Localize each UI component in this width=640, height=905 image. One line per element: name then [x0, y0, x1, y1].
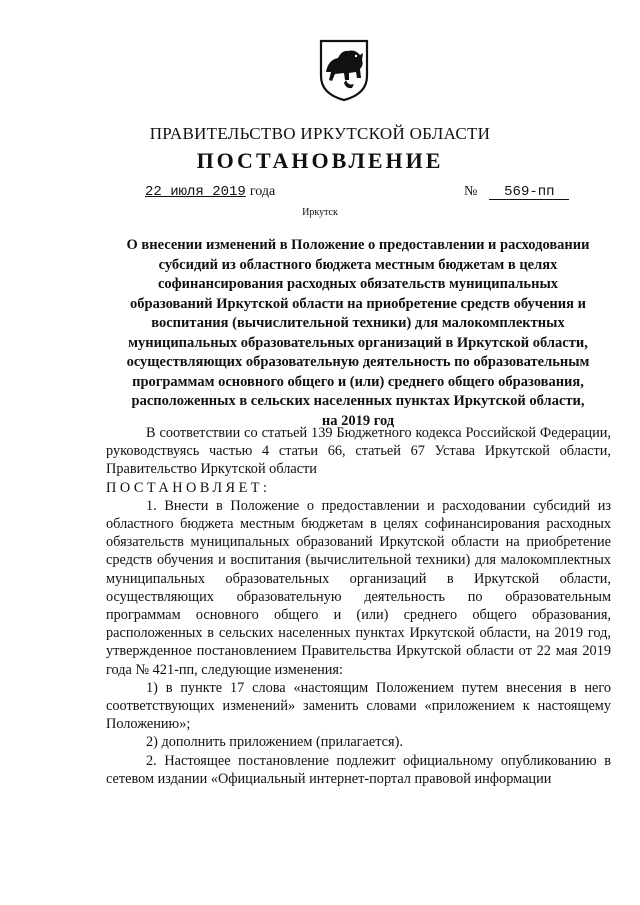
number-line — [464, 184, 569, 200]
irkutsk-emblem-icon — [318, 38, 370, 102]
item-1-paragraph: 1. Внести в Положение о предоставлении и расходовании субсидий из областного бюджета местным бюджетам в целях софинансирования расходных обязательств муниципальных образований Иркутской области на приобретение средств обучения и воспитания (вычислительной техники) для малокомплектных муниципальных образовательных организаций в Иркутской области, осуществляющих образовательную деятельность по образовательным программам основного общего и (или) среднего общего образования, расположенных в сельских населенных пунктах Иркутской области, на 2019 год, утвержденное постановлением Правительства Иркутской области от 22 мая 2019 года № 421-пп, следующие изменения: — [106, 497, 611, 678]
title-line: субсидий из областного бюджета местным бюджетам в целях — [158, 256, 558, 273]
title-line: расположенных в сельских населенных пунктах Иркутской области, — [131, 393, 585, 409]
title-line: О внесении изменений в Положение о предоставлении и расходовании — [126, 237, 590, 253]
item-1-1-paragraph: 1) в пункте 17 слова «настоящим Положением путем внесения в него соответствующих изменений» заменить словами «приложением к настоящему Положению»; — [106, 679, 611, 733]
title-line: на 2019 год — [321, 412, 395, 429]
title-line: муниципальных образовательных организаций в Иркутской области, — [128, 334, 588, 351]
document-number: 569-пп — [489, 185, 569, 200]
document-type: ПОСТАНОВЛЕНИЕ — [196, 148, 444, 173]
year-word: года — [249, 184, 276, 199]
number-label: № — [464, 184, 478, 199]
city: Иркутск — [302, 207, 338, 218]
document-title — [108, 236, 608, 431]
preamble-paragraph: В соответствии со статьей 139 Бюджетного кодекса Российской Федерации, руководствуясь частью 4 статьи 66, статьей 67 Устава Иркутской области, Правительство Иркутской области — [106, 425, 611, 478]
government-name: ПРАВИТЕЛЬСТВО ИРКУТСКОЙ ОБЛАСТИ — [149, 124, 491, 143]
postanovlyaet-heading: ПОСТАНОВЛЯЕТ: — [106, 479, 271, 496]
title-line: программам основного общего и (или) среднего общего образования, — [132, 373, 584, 390]
title-line: софинансирования расходных обязательств муниципальных — [157, 276, 559, 292]
title-line: воспитания (вычислительной техники) для малокомплектных — [151, 315, 565, 331]
document-date: 22 июля 2019 — [145, 184, 246, 200]
item-2-paragraph: 2. Настоящее постановление подлежит официальному опубликованию в сетевом издании «Официальный интернет-портал правовой информации — [106, 752, 611, 787]
document-body — [106, 424, 611, 788]
title-line: образований Иркутской области на приобретение средств обучения и — [130, 295, 586, 312]
date-line — [145, 184, 275, 200]
item-1-2-paragraph: 2) дополнить приложением (прилагается). — [146, 734, 403, 751]
title-line: осуществляющих образовательную деятельность по образовательным — [126, 354, 590, 370]
